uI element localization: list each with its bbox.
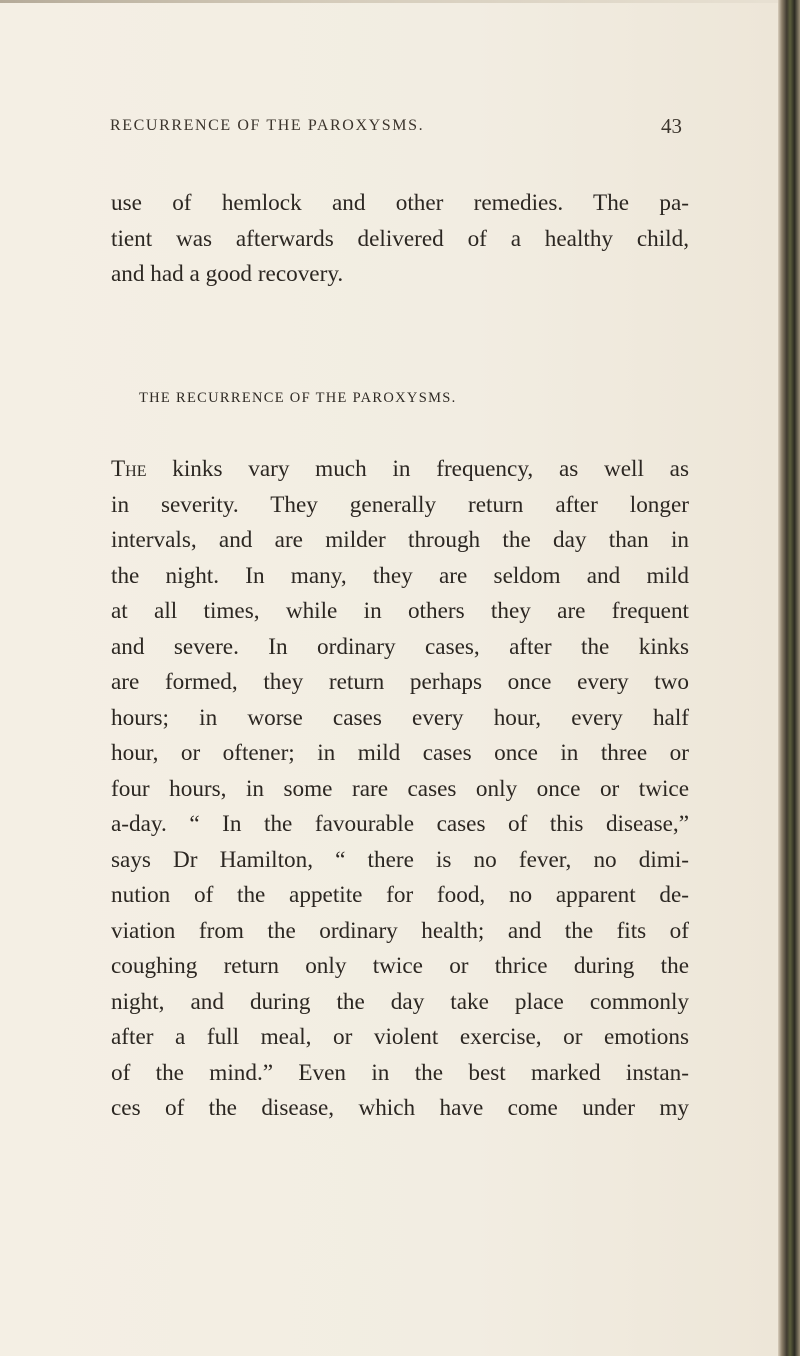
text-line: ces of the disease, which have come under my <box>111 1095 689 1121</box>
text-line: of the mind.” Even in the best marked instan- <box>111 1059 689 1086</box>
text-line: hours; in worse cases every hour, every half <box>111 704 689 731</box>
running-head-title: RECURRENCE OF THE PAROXYSMS. <box>110 117 425 134</box>
text-line: four hours, in some rare cases only once or twice <box>111 775 689 802</box>
text-line: are formed, they return perhaps once every two <box>111 669 689 695</box>
section-heading: THE RECURRENCE OF THE PAROXYSMS. <box>139 390 457 406</box>
text-line: says Dr Hamilton, “ there is no fever, no dimi- <box>111 846 689 873</box>
text-line: viation from the ordinary health; and the fits of <box>111 917 689 944</box>
text-line: in severity. They generally return after longer <box>111 491 689 518</box>
first-word: The <box>111 456 147 482</box>
text-line: at all times, while in others they are frequent <box>111 598 689 624</box>
text-line: and severe. In ordinary cases, after the kinks <box>111 633 689 660</box>
text-line: hour, or oftener; in mild cases once in three or <box>111 740 689 766</box>
text-line: night, and during the day take place commonly <box>111 988 689 1015</box>
paragraph-continued <box>111 186 689 293</box>
running-head <box>110 114 682 141</box>
first-line-rest: kinks vary much in frequency, as well as <box>146 456 689 482</box>
text-line: nution of the appetite for food, no apparent de- <box>111 882 689 908</box>
book-binding-edge <box>778 0 800 1356</box>
text-line-first <box>111 452 689 488</box>
text-line: the night. In many, they are seldom and mild <box>111 562 689 589</box>
text-line: tient was afterwards delivered of a healthy child, <box>111 225 689 252</box>
text-line: a-day. “ In the favourable cases of this disease,” <box>111 811 689 837</box>
text-line: intervals, and are milder through the day than in <box>111 527 689 553</box>
text-line: use of hemlock and other remedies. The pa- <box>111 190 689 216</box>
paragraph-main <box>111 452 689 1127</box>
text-line: and had a good recovery. <box>111 261 344 287</box>
text-line: coughing return only twice or thrice during the <box>111 953 689 979</box>
text-line: after a full meal, or violent exercise, or emotions <box>111 1024 689 1050</box>
page-top-edge <box>0 0 790 3</box>
page-number: 43 <box>661 114 682 138</box>
